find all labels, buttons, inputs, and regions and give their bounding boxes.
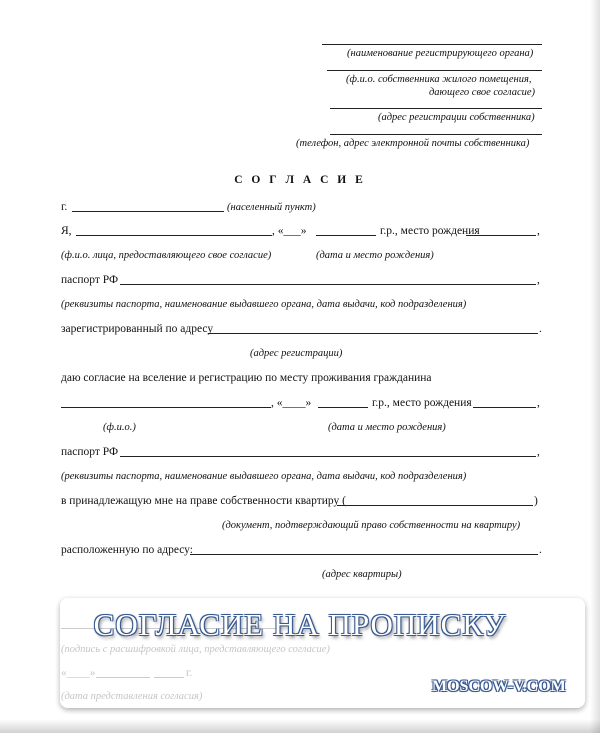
date-open-2: , «____» — [271, 397, 312, 409]
birth-date-line — [316, 235, 376, 236]
close-paren: ) — [534, 495, 538, 507]
period-2: . — [539, 544, 542, 556]
date-place-hint-2: (дата и место рождения) — [328, 422, 446, 433]
comma-2: , — [537, 274, 540, 286]
located-label: расположенную по адресу: — [61, 544, 193, 556]
birth-place-line — [466, 235, 536, 236]
reg-organ-line — [322, 44, 542, 45]
period-1: . — [539, 323, 542, 335]
passport-line-2 — [120, 456, 536, 457]
site-watermark: MOSCOW-V.COM — [432, 678, 566, 695]
owner-contacts-hint: (телефон, адрес электронной почты собственника) — [296, 138, 530, 149]
owner-fio-hint-1: (ф.и.о. собственника жилого помещения, — [346, 74, 532, 85]
comma-1: , — [537, 225, 540, 237]
person-fio-line — [76, 235, 272, 236]
owner-address-hint: (адрес регистрации собственника) — [378, 112, 535, 123]
date-place-hint: (дата и место рождения) — [316, 250, 434, 261]
owner-contacts-line — [330, 134, 542, 135]
birth-year-label: г.р., место рождения — [380, 225, 480, 237]
comma-4: , — [537, 446, 540, 458]
apartment-hint: (адрес квартиры) — [322, 569, 402, 580]
fio-hint: (ф.и.о.) — [103, 422, 136, 433]
document-title: С О Г Л А С И Е — [234, 174, 366, 186]
registered-label: зарегистрированный по адресу — [61, 323, 214, 335]
owner-fio-hint-2: дающего свое согласие) — [429, 87, 536, 98]
owner-address-line — [330, 108, 542, 109]
consent-text: даю согласие на вселение и регистрацию по месту проживания гражданина — [61, 372, 432, 384]
passport-hint: (реквизиты паспорта, наименование выдавшего органа, дата выдачи, код подразделения) — [61, 299, 467, 310]
ownership-doc-line — [337, 505, 533, 506]
address-hint: (адрес регистрации) — [250, 348, 343, 359]
citizen-fio-line — [61, 407, 271, 408]
apartment-address-line — [190, 554, 538, 555]
passport-label: паспорт РФ — [61, 274, 119, 286]
city-hint: (населенный пункт) — [227, 202, 316, 213]
overlay-banner-title: СОГЛАСИЕ НА ПРОПИСКУ — [93, 607, 507, 642]
comma-3: , — [537, 397, 540, 409]
i-prefix: Я, — [61, 225, 72, 237]
doc-hint: (документ, подтверждающий право собственности на квартиру) — [222, 520, 521, 531]
passport-line — [120, 284, 536, 285]
passport-hint-2: (реквизиты паспорта, наименование выдавшего органа, дата выдачи, код подразделения) — [61, 471, 467, 482]
passport-label-2: паспорт РФ — [61, 446, 119, 458]
reg-organ-hint: (наименование регистрирующего органа) — [347, 48, 534, 59]
citizen-birth-date-line — [318, 407, 368, 408]
city-prefix: г. — [61, 201, 68, 213]
page-bottom-shadow — [0, 719, 600, 733]
person-hint: (ф.и.о. лица, предоставляющего свое согласие) — [61, 250, 272, 261]
date-open: , «___» — [272, 225, 307, 237]
birth-year-label-2: г.р., место рождения — [372, 397, 472, 409]
apartment-text: в принадлежащую мне на праве собственности квартиру ( — [61, 495, 346, 507]
page-right-shadow — [590, 0, 600, 733]
registered-line — [208, 333, 538, 334]
citizen-birth-place-line — [473, 407, 536, 408]
owner-fio-line — [327, 70, 542, 71]
city-line — [72, 211, 224, 212]
